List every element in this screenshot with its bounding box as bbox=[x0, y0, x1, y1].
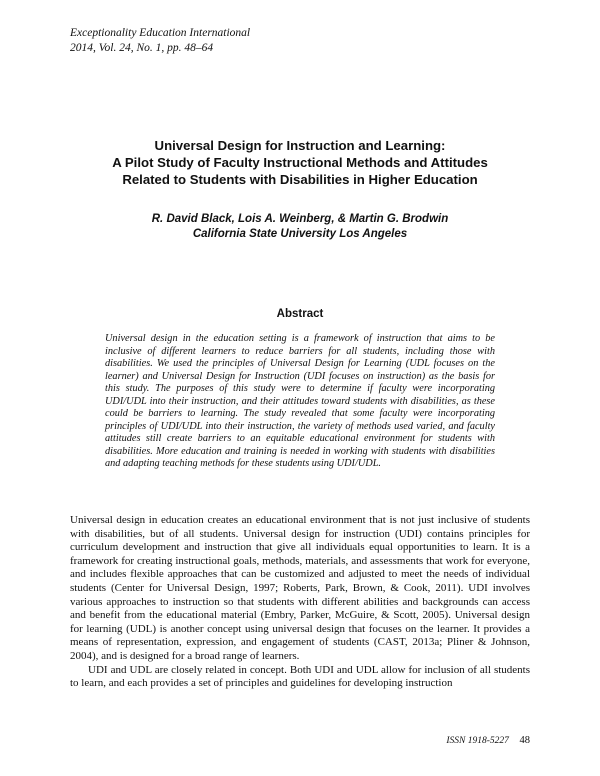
journal-header bbox=[70, 26, 250, 55]
journal-citation: 2014, Vol. 24, No. 1, pp. 48–64 bbox=[70, 41, 214, 54]
page-number: 48 bbox=[519, 735, 530, 746]
author-names: R. David Black, Lois A. Weinberg, & Martin G. Brodwin bbox=[151, 213, 449, 225]
article-title bbox=[60, 137, 540, 188]
journal-name: Exceptionality Education International bbox=[70, 27, 251, 39]
abstract-text: Universal design in the education setting is a framework of instruction that aims to be inclusive of different learners to reduce barriers for all students, including those with disabilities. We used the principles of Universal Design for Learning (UDL focuses on the learner) and Universal Design for Instruction (UDI focuses on instruction) as the basis for this study. The purposes of this study were to determine if faculty were incorporating UDI/UDL into their instruction, and their attitudes toward students with disabilities, as these could be barriers to learning. The study revealed that some faculty were incorporating principles of UDI/UDL into their instruction, the variety of methods used varied, and faculty attitudes still create barriers to an equitable educational environment for students with disabilities. More education and training is needed in working with students with disabilities and adapting teaching methods for these students using UDI/UDL. bbox=[105, 333, 495, 469]
abstract-heading: Abstract bbox=[276, 308, 324, 320]
author-affiliation: California State University Los Angeles bbox=[192, 228, 408, 240]
issn-label: ISSN 1918-5227 bbox=[446, 736, 509, 746]
title-line-3: Related to Students with Disabilities in Higher Education bbox=[122, 172, 478, 187]
body-paragraph-2: UDI and UDL are closely related in concept. Both UDI and UDL allow for inclusion of all students to learn, and each provides a set of principles and guidelines for developing instruction bbox=[70, 663, 530, 690]
author-block bbox=[60, 212, 540, 242]
page-footer bbox=[446, 735, 530, 746]
body-text bbox=[70, 514, 530, 691]
title-line-1: Universal Design for Instruction and Learning: bbox=[154, 138, 446, 153]
body-paragraph-1: Universal design in education creates an educational environment that is not just inclusive of students with disabilities, but of all students. Universal design for instruction (UDI) contains principles for curriculum development and instruction that give all individuals equal opportunities to learn. It is a framework for creating instructional goals, methods, materials, and assessments that work for everyone, and includes flexible approaches that can be customized and adjusted to meet the needs of individual students (Center for Universal Design, 1997; Roberts, Park, Brown, & Cook, 2011). UDI involves various approaches to instruction so that students with different abilities and backgrounds can access and benefit from the educational material (Embry, Parker, McGuire, & Scott, 2005). Universal design for learning (UDL) is another concept using universal design that focuses on the learner. It provides a means of representation, expression, and engagement of students (CAST, 2013a; Pliner & Johnson, 2004), and is designed for a broad range of learners. bbox=[70, 514, 530, 662]
title-line-2: A Pilot Study of Faculty Instructional Methods and Attitudes bbox=[112, 155, 488, 170]
